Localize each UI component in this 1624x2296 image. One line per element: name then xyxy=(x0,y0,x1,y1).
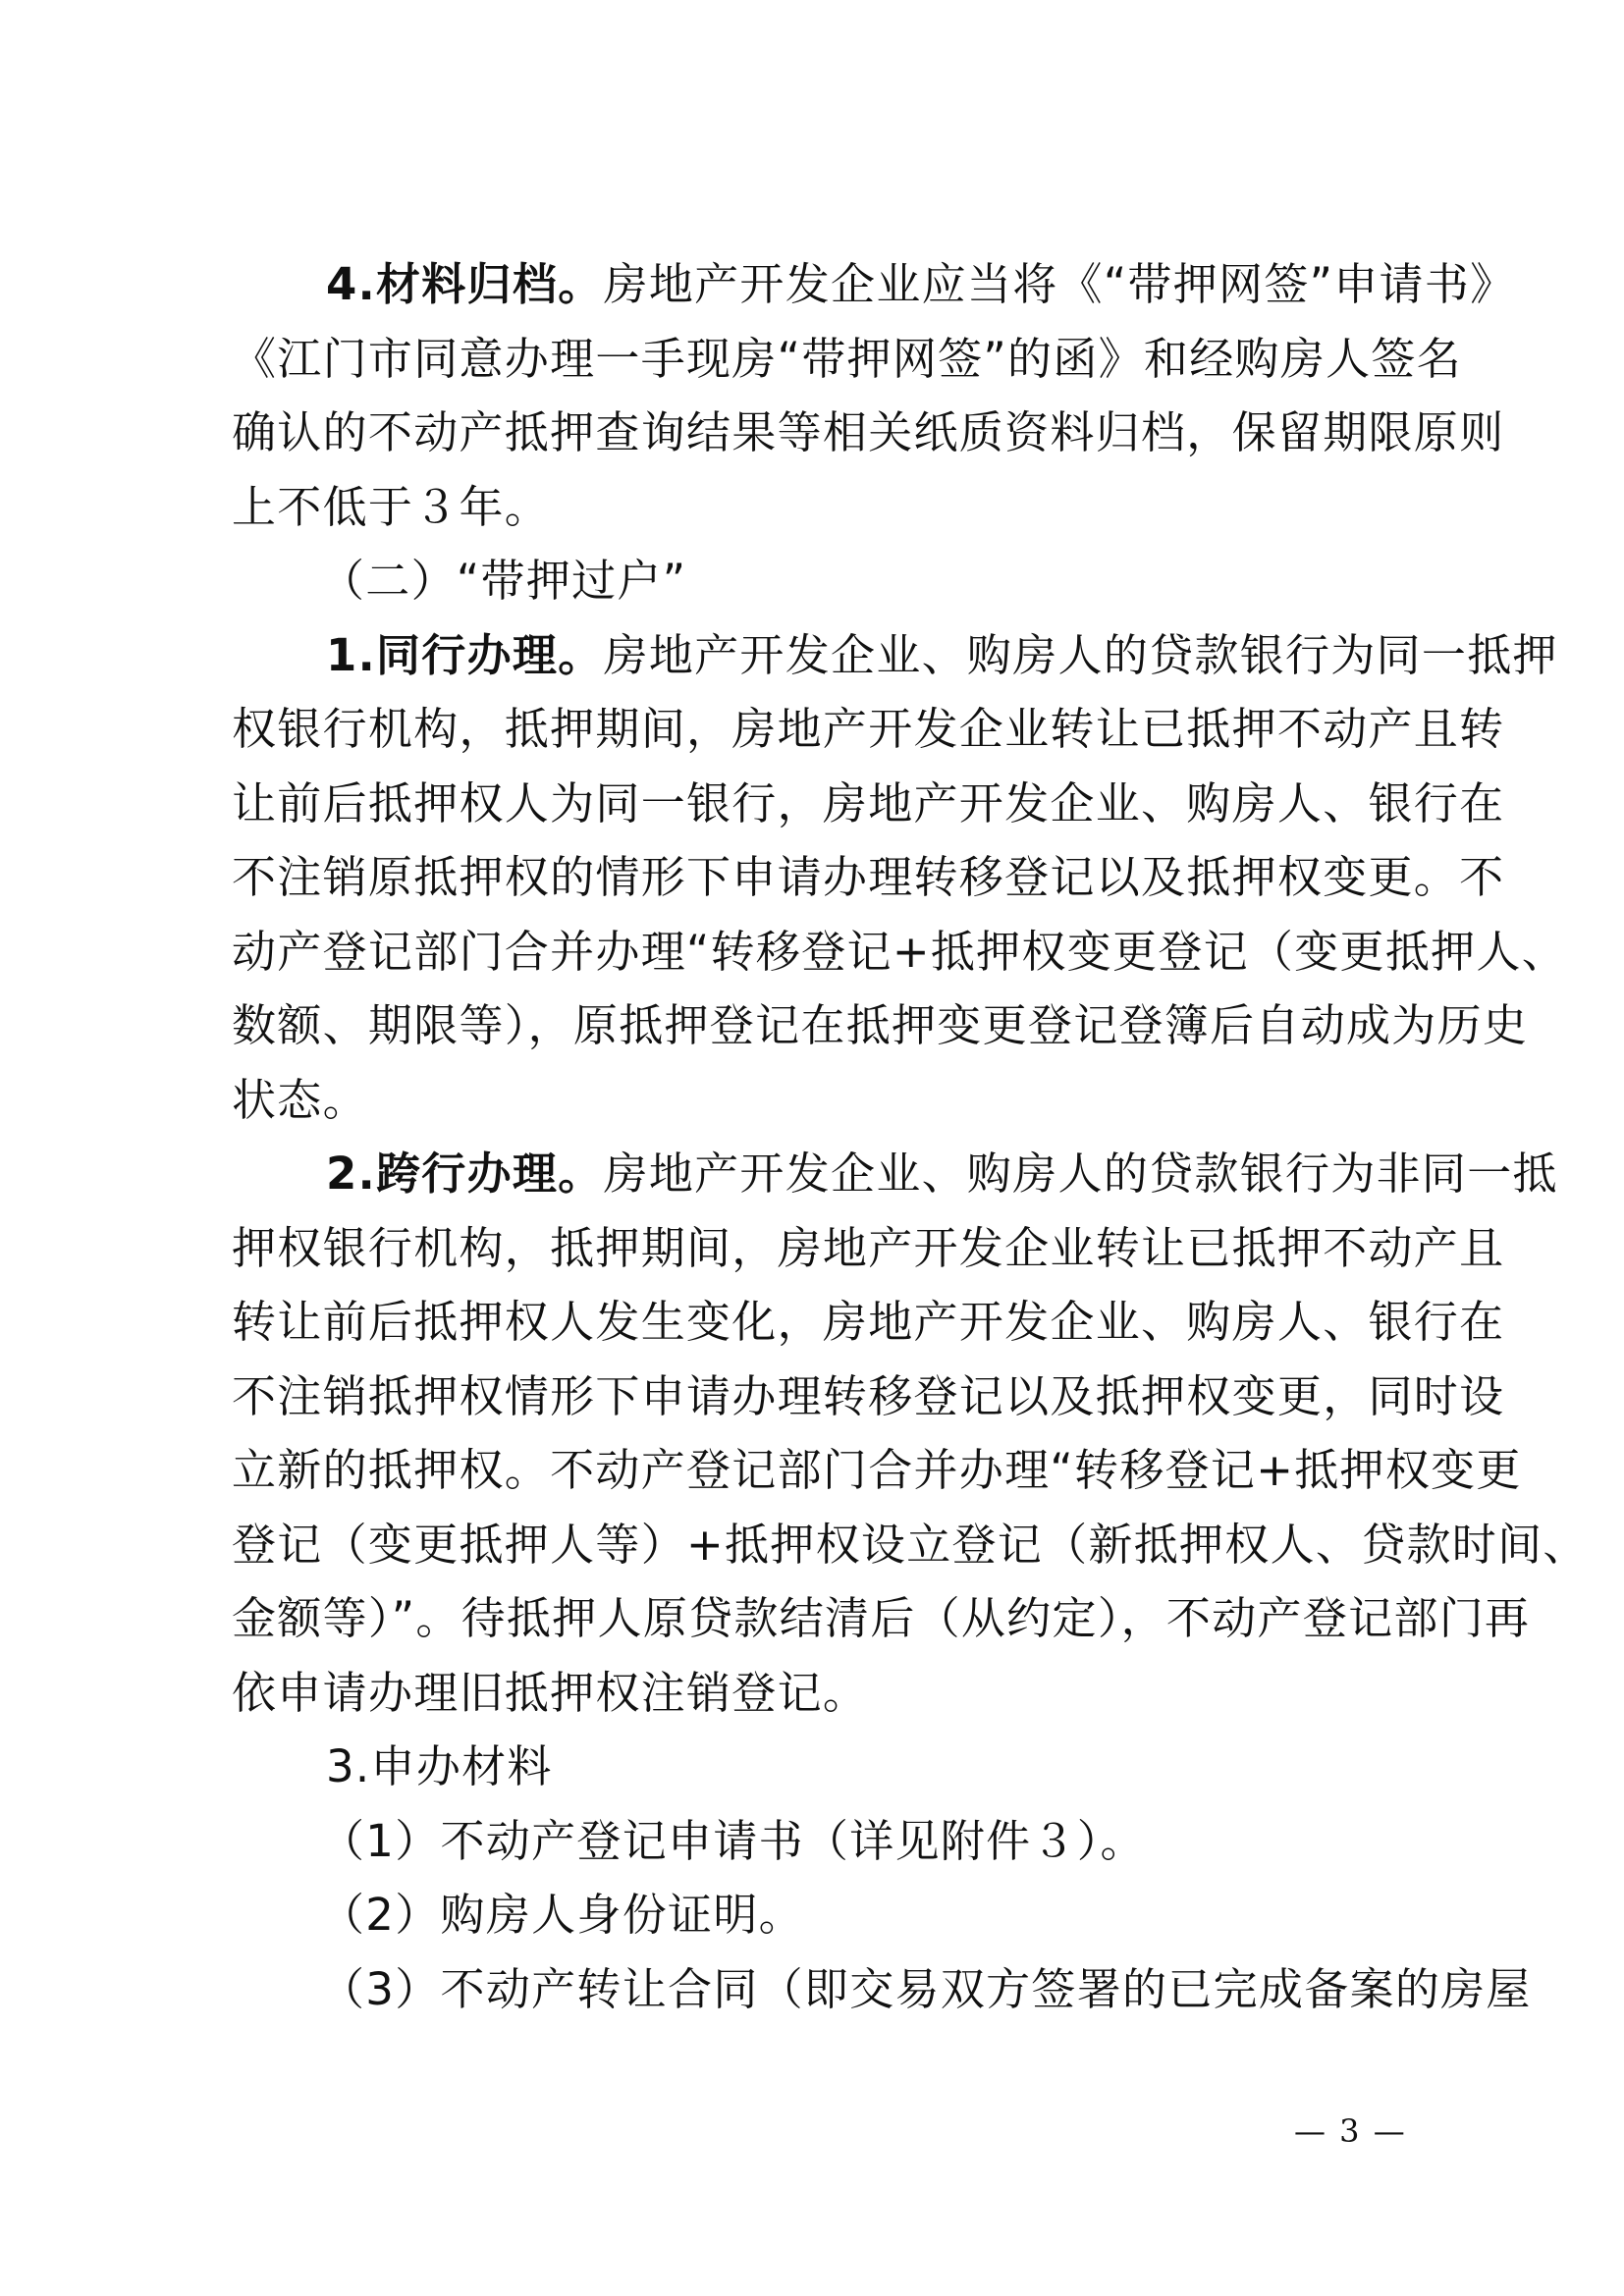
list-item: （2）购房人身份证明。 xyxy=(320,1889,804,1941)
paragraph-line: 不注销原抵押权的情形下申请办理转移登记以及抵押权变更。不 xyxy=(232,851,1505,903)
paragraph-line: 不注销抵押权情形下申请办理转移登记以及抵押权变更，同时设 xyxy=(232,1369,1505,1422)
paragraph-line: 立新的抵押权。不动产登记部门合并办理“转移登记+抵押权变更 xyxy=(232,1444,1522,1496)
paragraph-line: 转让前后抵押权人发生变化，房地产开发企业、购房人、银行在 xyxy=(232,1296,1505,1348)
paragraph-line: 权银行机构，抵押期间，房地产开发企业转让已抵押不动产且转 xyxy=(232,703,1505,755)
paragraph-line: 让前后抵押权人为同一银行，房地产开发企业、购房人、银行在 xyxy=(232,776,1505,829)
item-heading: 4.材料归档。 xyxy=(326,258,604,310)
paragraph-line: 数额、期限等），原抵押登记在抵押变更登记登簿后自动成为历史 xyxy=(232,999,1529,1051)
paragraph-line: 《江门市同意办理一手现房“带押网签”的函》和经购房人签名 xyxy=(232,332,1463,385)
paragraph-line: 登记（变更抵押人等）+抵押权设立登记（新抵押权人、贷款时间、 xyxy=(232,1518,1589,1571)
paragraph-line: 依申请办理旧抵押权注销登记。 xyxy=(232,1666,869,1719)
list-item: （1）不动产登记申请书（详见附件３）。 xyxy=(320,1814,1146,1867)
paragraph-line: 金额等）”。待抵押人原贷款结清后（从约定），不动产登记部门再 xyxy=(232,1592,1531,1644)
paragraph-line: 4.材料归档。房地产开发企业应当将《“带押网签”申请书》 xyxy=(326,258,1516,310)
item-heading: 2.跨行办理。 xyxy=(326,1148,604,1200)
paragraph-line: 2.跨行办理。房地产开发企业、购房人的贷款银行为非同一抵 xyxy=(326,1148,1558,1200)
paragraph-line: 押权银行机构，抵押期间，房地产开发企业转让已抵押不动产且 xyxy=(232,1221,1505,1274)
paragraph-line: 确认的不动产抵押查询结果等相关纸质资料归档，保留期限原则 xyxy=(232,406,1505,458)
paragraph-line: 上不低于３年。 xyxy=(232,480,551,533)
paragraph-line: 1.同行办理。房地产开发企业、购房人的贷款银行为同一抵押 xyxy=(326,628,1558,681)
page-number: — 3 — xyxy=(1294,2112,1407,2150)
subsection-heading: （二）“带押过户” xyxy=(320,555,687,607)
paragraph-line: 动产登记部门合并办理“转移登记+抵押权变更登记（变更抵押人、 xyxy=(232,925,1568,978)
list-item: （3）不动产转让合同（即交易双方签署的已完成备案的房屋 xyxy=(320,1962,1532,2015)
paragraph-line: 状态。 xyxy=(232,1073,368,1126)
item-heading: 1.同行办理。 xyxy=(326,628,604,681)
document-page xyxy=(232,247,1589,2026)
item-heading: 3.申办材料 xyxy=(326,1740,553,1792)
